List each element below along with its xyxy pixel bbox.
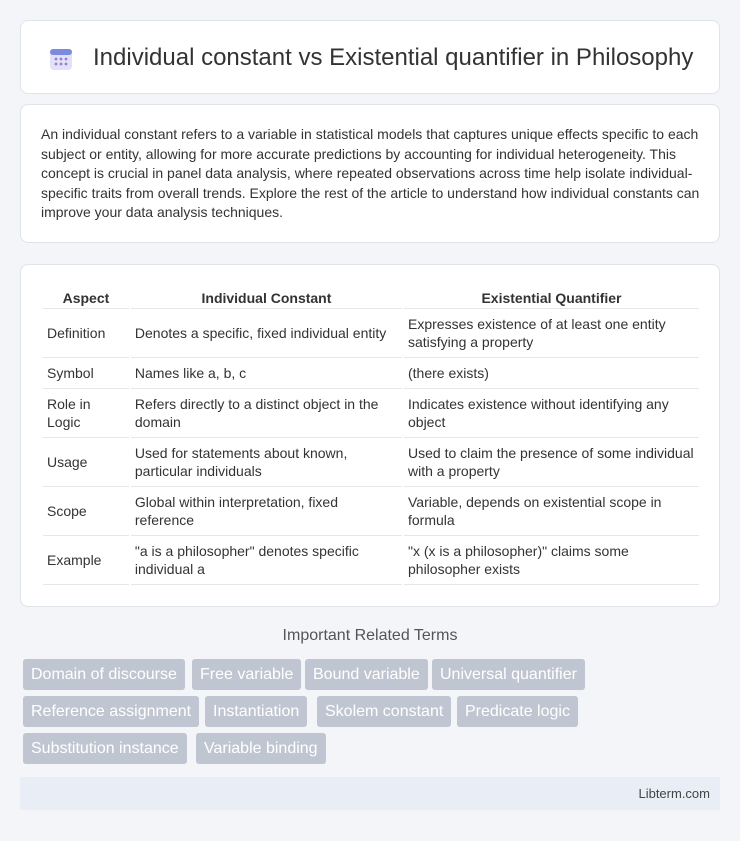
table-cell: Role in Logic [43, 389, 129, 438]
header-card [20, 20, 720, 94]
table-cell: "x (x is a philosopher)" claims some philosopher exists [404, 536, 699, 585]
column-header-existential-quantifier: Existential Quantifier [404, 287, 699, 309]
intro-paragraph: An individual constant refers to a variable in statistical models that captures unique effects specific to each subject or entity, allowing for more accurate predictions by accounting for individual heterogeneity. This concept is crucial in panel data analysis, where repeated observations across time help isolate individual-specific traits from overall trends. Explore the rest of the article to understand how individual constants can improve your data analysis techniques. [41, 126, 700, 221]
tag-bound-variable[interactable]: Bound variable [305, 659, 428, 690]
table-cell: Definition [43, 309, 129, 358]
table-row [43, 438, 699, 487]
table-cell: Used to claim the presence of some individual with a property [404, 438, 699, 487]
table-row [43, 536, 699, 585]
table-cell: "a is a philosopher" denotes specific individual a [131, 536, 402, 585]
table-cell: Indicates existence without identifying any object [404, 389, 699, 438]
tag-domain-of-discourse[interactable]: Domain of discourse [23, 659, 185, 690]
footer-site-link[interactable]: Libterm.com [638, 786, 710, 801]
comparison-card [20, 264, 720, 607]
table-cell: Usage [43, 438, 129, 487]
table-row [43, 487, 699, 536]
table-row [43, 309, 699, 358]
tag-reference-assignment[interactable]: Reference assignment [23, 696, 199, 727]
column-header-individual-constant: Individual Constant [131, 287, 402, 309]
table-cell: Variable, depends on existential scope in formula [404, 487, 699, 536]
calendar-grid-icon [49, 47, 73, 71]
table-cell: Symbol [43, 358, 129, 389]
table-cell: (there exists) [404, 358, 699, 389]
table-cell: Used for statements about known, particular individuals [131, 438, 402, 487]
table-cell: Refers directly to a distinct object in the domain [131, 389, 402, 438]
table-cell: Names like a, b, c [131, 358, 402, 389]
table-header-row [43, 287, 699, 309]
tag-substitution-instance[interactable]: Substitution instance [23, 733, 187, 764]
table-cell: Example [43, 536, 129, 585]
tag-instantiation[interactable]: Instantiation [205, 696, 307, 727]
column-header-aspect: Aspect [43, 287, 129, 309]
tag-variable-binding[interactable]: Variable binding [196, 733, 326, 764]
table-row [43, 358, 699, 389]
tag-predicate-logic[interactable]: Predicate logic [457, 696, 578, 727]
footer [20, 777, 720, 810]
tag-skolem-constant[interactable]: Skolem constant [317, 696, 451, 727]
page-title: Individual constant vs Existential quantifier in Philosophy [93, 44, 694, 71]
table-cell: Expresses existence of at least one entity satisfying a property [404, 309, 699, 358]
related-terms-title: Important Related Terms [282, 627, 458, 644]
tag-free-variable[interactable]: Free variable [192, 659, 301, 690]
table-cell: Scope [43, 487, 129, 536]
table-cell: Global within interpretation, fixed reference [131, 487, 402, 536]
intro-card [20, 104, 720, 243]
tag-universal-quantifier[interactable]: Universal quantifier [432, 659, 585, 690]
table-cell: Denotes a specific, fixed individual entity [131, 309, 402, 358]
comparison-table [41, 287, 701, 585]
table-row [43, 389, 699, 438]
